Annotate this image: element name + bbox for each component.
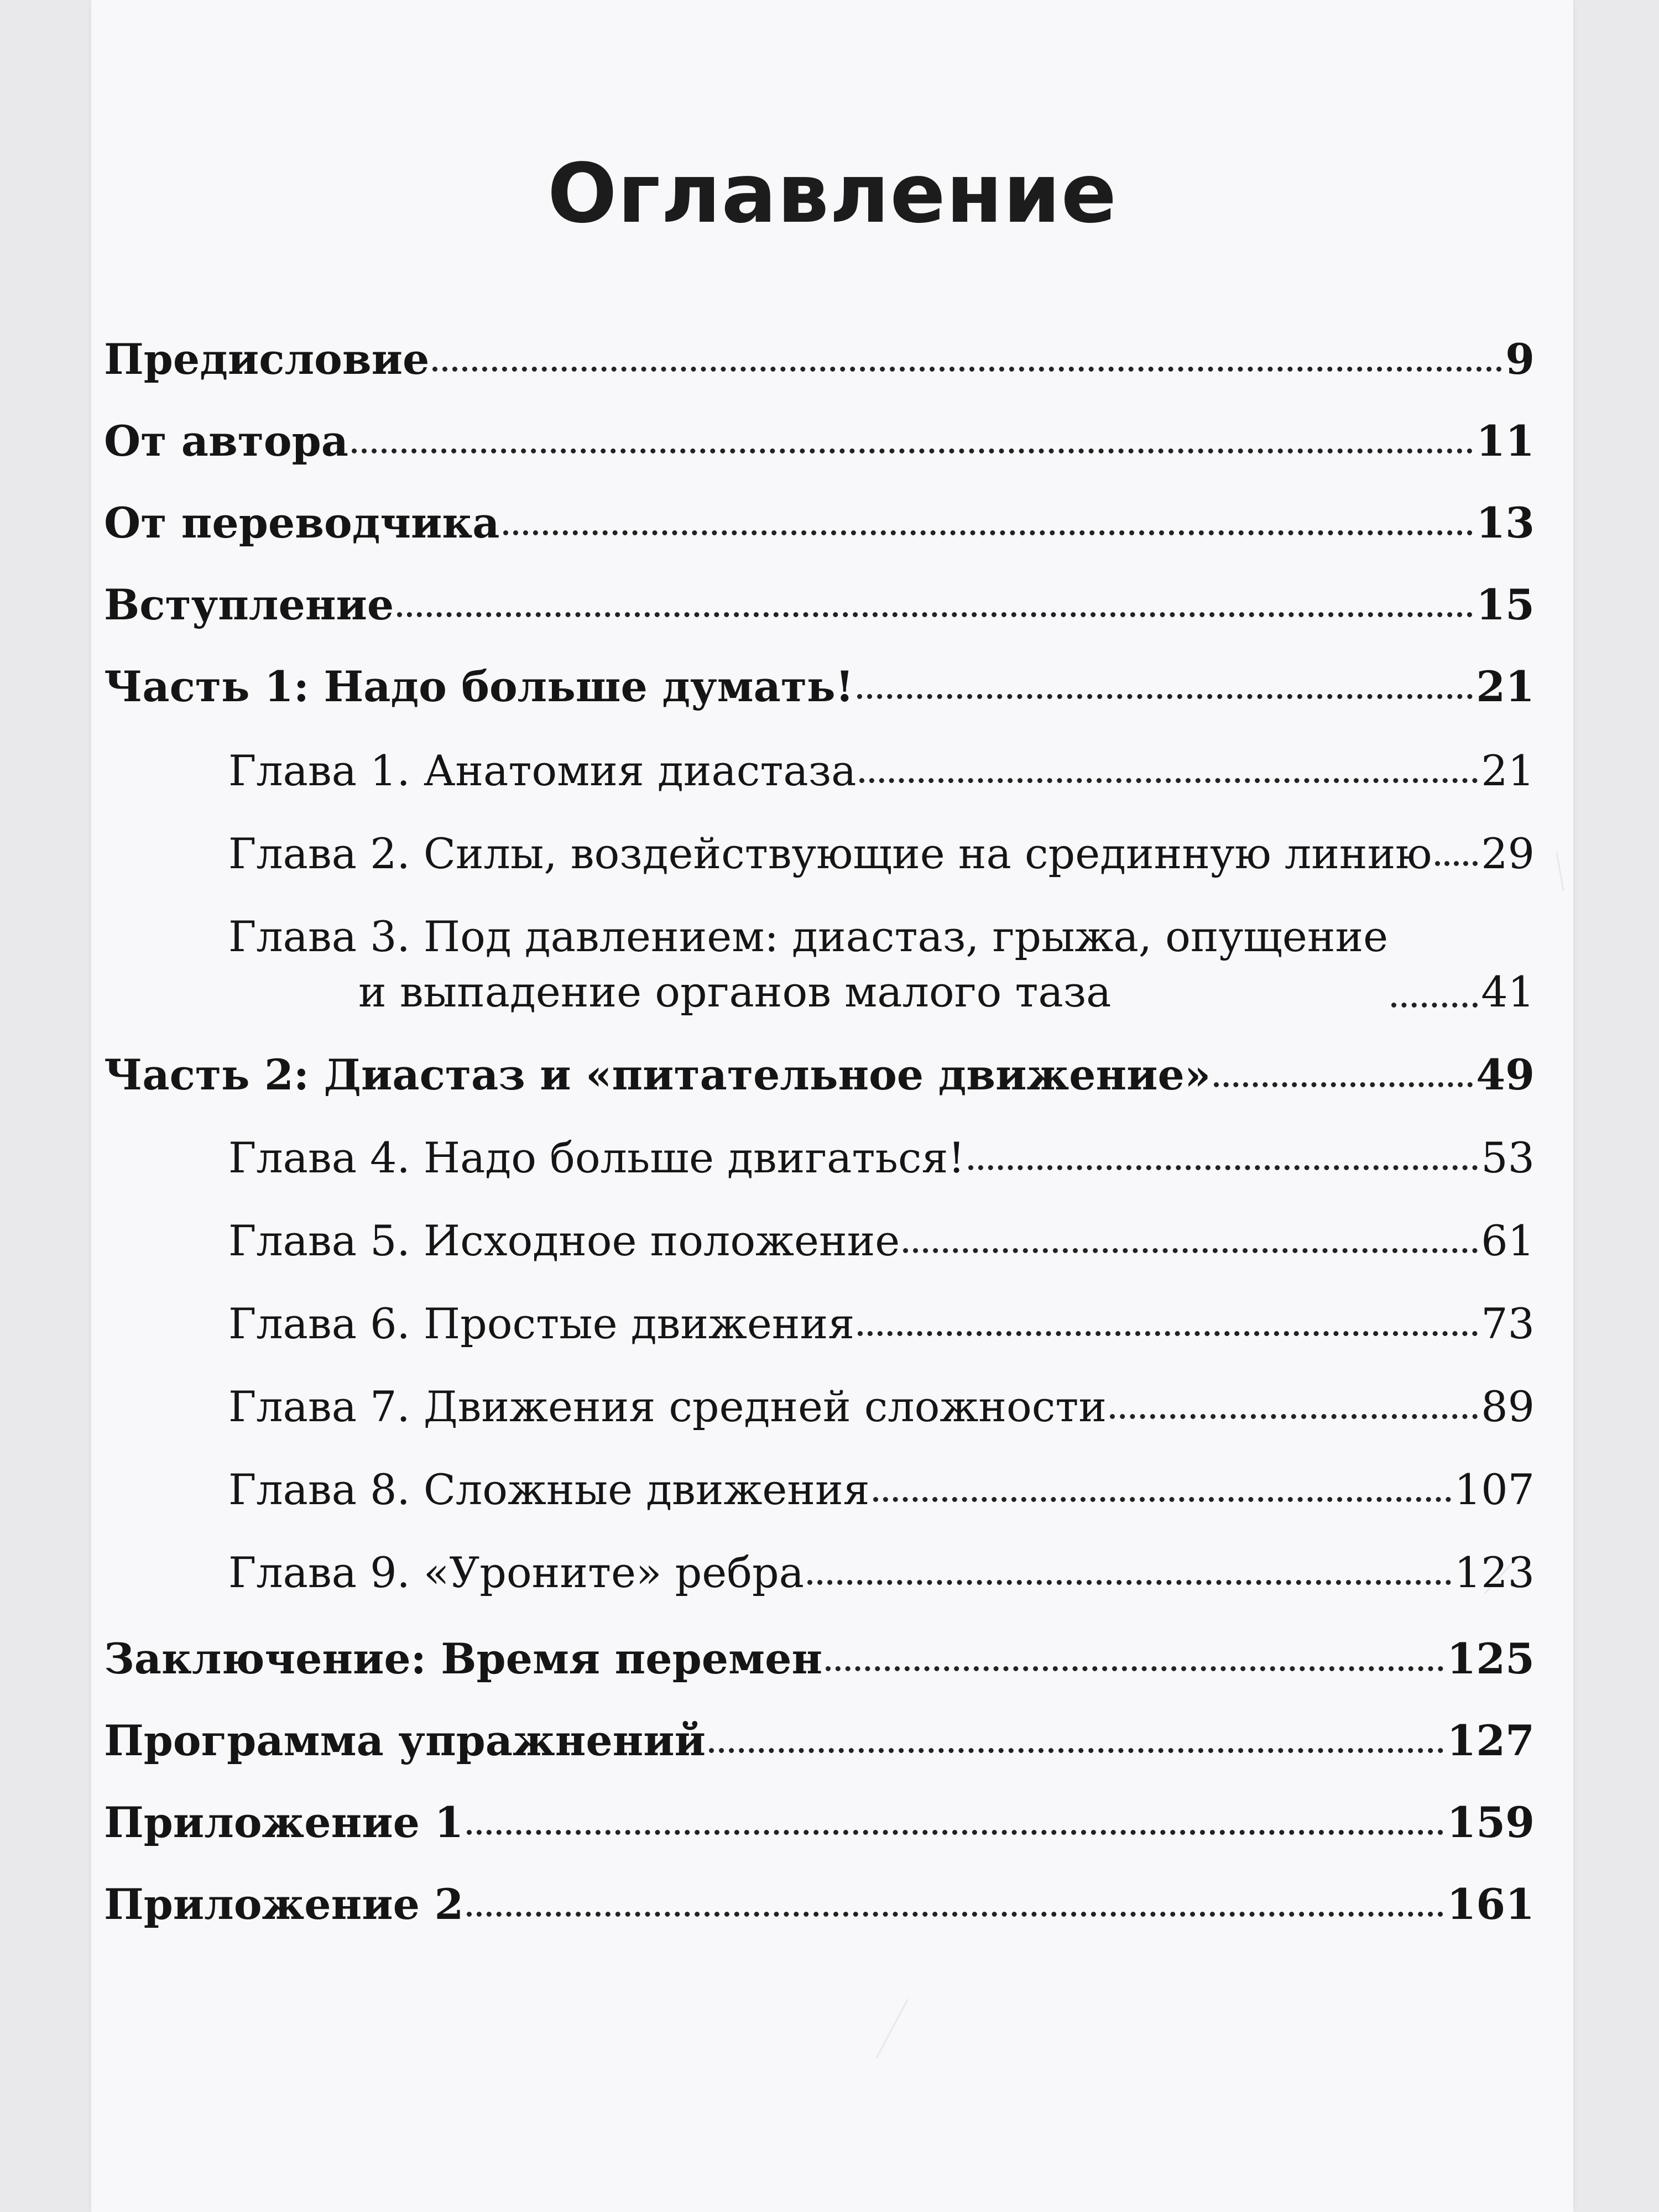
toc-entry-label: Глава 2. Силы, воздействующие на срединную линию bbox=[228, 829, 1432, 878]
toc-entry-label-continued: и выпадение органов малого таза bbox=[358, 967, 1112, 1016]
toc-entry-page: 15 bbox=[1476, 580, 1535, 629]
show-through-background bbox=[102, 265, 1562, 321]
toc-entry-page: 53 bbox=[1481, 1133, 1535, 1182]
toc-entry-label: От автора bbox=[104, 416, 348, 466]
toc-entry-page: 125 bbox=[1447, 1634, 1535, 1683]
dot-leader bbox=[1435, 861, 1478, 866]
toc-entry-page: 73 bbox=[1481, 1299, 1535, 1348]
dot-leader bbox=[807, 1580, 1451, 1585]
toc-entry-chapter-5[interactable] bbox=[104, 1213, 1535, 1269]
dot-leader bbox=[503, 530, 1473, 535]
toc-entry-page: 49 bbox=[1476, 1050, 1535, 1099]
toc-entry-label: Глава 5. Исходное положение bbox=[228, 1216, 900, 1265]
toc-entry-label: Часть 1: Надо больше думать! bbox=[104, 662, 854, 711]
toc-entry-page: 21 bbox=[1476, 662, 1535, 711]
toc-entry-page: 127 bbox=[1447, 1716, 1535, 1765]
toc-entry-label: Глава 9. «Уроните» ребра bbox=[228, 1548, 804, 1597]
toc-entry-part-1[interactable] bbox=[104, 659, 1535, 714]
toc-entry-label: Программа упражнений bbox=[104, 1716, 706, 1765]
toc-entry-label: Часть 2: Диастаз и «питательное движение» bbox=[104, 1050, 1211, 1099]
toc-entry-appendix-2[interactable] bbox=[104, 1877, 1535, 1932]
paper-scratch bbox=[876, 1999, 909, 2058]
toc-entry-chapter-6[interactable] bbox=[104, 1296, 1535, 1352]
toc-entry-label: Глава 4. Надо больше двигаться! bbox=[228, 1133, 965, 1182]
dot-leader bbox=[467, 1830, 1443, 1835]
paper-scratch bbox=[1556, 852, 1564, 890]
toc-entry-from-translator[interactable] bbox=[104, 495, 1535, 551]
dot-leader bbox=[1391, 1003, 1478, 1008]
toc-entry-page: 41 bbox=[1481, 967, 1535, 1016]
toc-entry-label: Глава 6. Простые движения bbox=[228, 1299, 855, 1348]
toc-entry-chapter-9[interactable] bbox=[104, 1545, 1535, 1600]
toc-entry-label: Глава 8. Сложные движения bbox=[228, 1465, 870, 1514]
dot-leader bbox=[873, 1497, 1451, 1502]
dot-leader bbox=[903, 1248, 1478, 1253]
toc-entry-chapter-7[interactable] bbox=[104, 1379, 1535, 1434]
toc-entry-label: Глава 1. Анатомия диастаза bbox=[228, 746, 857, 795]
dot-leader bbox=[467, 1912, 1443, 1917]
dot-leader bbox=[857, 694, 1473, 699]
toc-entry-label: Заключение: Время перемен bbox=[104, 1634, 823, 1683]
page-title: Оглавление bbox=[547, 146, 1118, 241]
toc-entry-label: Приложение 1 bbox=[104, 1798, 464, 1847]
toc-entry-page: 161 bbox=[1447, 1880, 1535, 1929]
dot-leader bbox=[858, 1331, 1478, 1336]
dot-leader bbox=[968, 1165, 1478, 1170]
toc-entry-page: 9 bbox=[1505, 335, 1535, 384]
toc-entry-page: 159 bbox=[1447, 1798, 1535, 1847]
toc-entry-label: Приложение 2 bbox=[104, 1880, 464, 1929]
toc-entry-page: 61 bbox=[1481, 1216, 1535, 1265]
toc-entry-page: 29 bbox=[1481, 829, 1535, 878]
dot-leader bbox=[859, 778, 1478, 783]
toc-entry-page: 13 bbox=[1476, 498, 1535, 547]
toc-entry-label: Вступление bbox=[104, 580, 394, 629]
toc-entry-label-block bbox=[228, 909, 1388, 1020]
toc-entry-page: 89 bbox=[1481, 1382, 1535, 1431]
dot-leader bbox=[709, 1748, 1443, 1753]
toc-entry-introduction[interactable] bbox=[104, 577, 1535, 633]
dot-leader bbox=[1214, 1082, 1473, 1087]
toc-entry-from-author[interactable] bbox=[104, 414, 1535, 469]
toc-entry-chapter-4[interactable] bbox=[104, 1130, 1535, 1186]
toc-entry-part-2[interactable] bbox=[104, 1047, 1535, 1103]
toc-entry-chapter-8[interactable] bbox=[104, 1462, 1535, 1517]
dot-leader bbox=[397, 612, 1473, 617]
toc-entry-page: 107 bbox=[1454, 1465, 1535, 1514]
toc-entry-page: 123 bbox=[1454, 1548, 1535, 1597]
toc-entry-label: От переводчика bbox=[104, 498, 500, 547]
toc-entry-label: Глава 7. Движения средней сложности bbox=[228, 1382, 1107, 1431]
toc-entry-preface[interactable] bbox=[104, 332, 1535, 387]
toc-entry-chapter-3[interactable] bbox=[104, 909, 1535, 1020]
toc-entry-chapter-2[interactable] bbox=[104, 826, 1535, 881]
dot-leader bbox=[352, 448, 1473, 453]
toc-entry-page: 21 bbox=[1481, 746, 1535, 795]
dot-leader bbox=[432, 367, 1502, 372]
dot-leader bbox=[826, 1666, 1443, 1671]
toc-entry-chapter-1[interactable] bbox=[104, 743, 1535, 799]
toc-entry-page: 11 bbox=[1476, 416, 1535, 466]
dot-leader bbox=[1110, 1414, 1478, 1419]
toc-entry-label: Глава 3. Под давлением: диастаз, грыжа, опущение bbox=[228, 912, 1389, 961]
toc-entry-appendix-1[interactable] bbox=[104, 1795, 1535, 1850]
book-page bbox=[91, 0, 1573, 2212]
toc-entry-label: Предисловие bbox=[104, 335, 430, 384]
toc-entry-conclusion[interactable] bbox=[104, 1631, 1535, 1687]
toc-entry-exercise-program[interactable] bbox=[104, 1713, 1535, 1768]
